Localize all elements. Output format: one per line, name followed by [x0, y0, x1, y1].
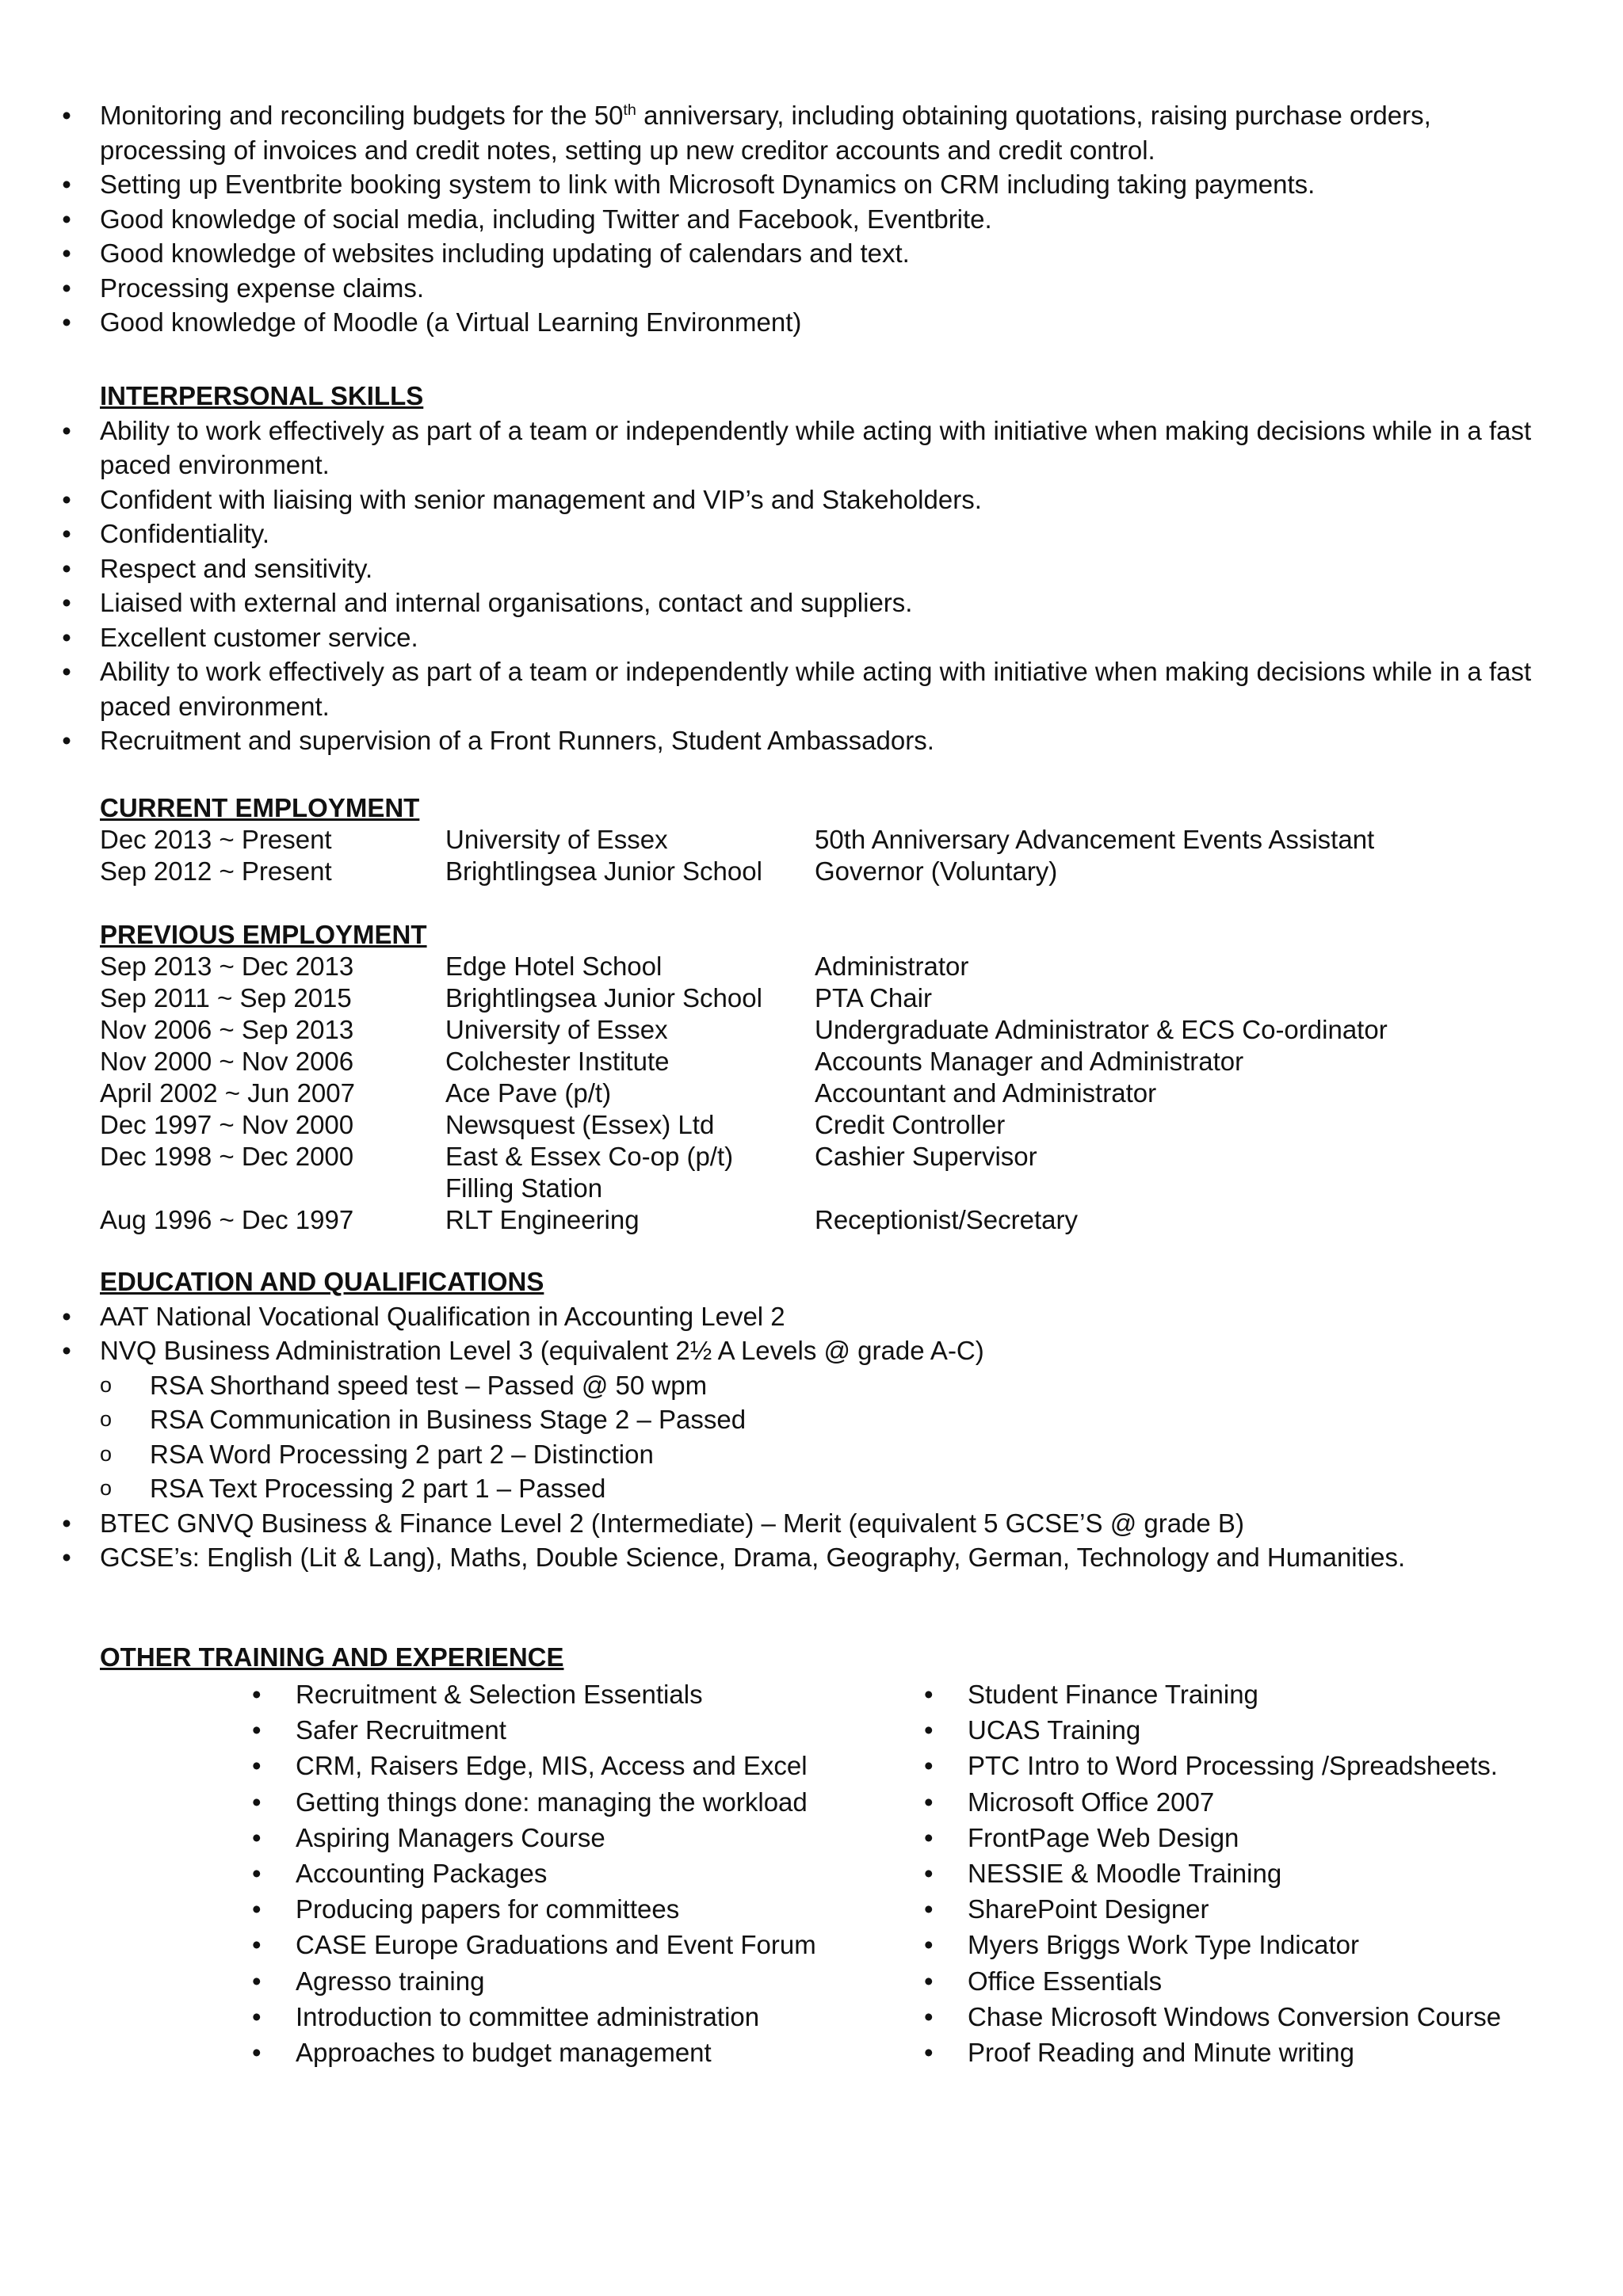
- qualification-sub-text: RSA Text Processing 2 part 1 – Passed: [150, 1474, 606, 1503]
- employment-row: [100, 856, 1536, 887]
- interpersonal-section: [62, 379, 1536, 758]
- employment-dates: April 2002 ~ Jun 2007: [100, 1078, 355, 1108]
- employment-row: [100, 1109, 1536, 1141]
- employment-role: Accounts Manager and Administrator: [815, 1047, 1244, 1076]
- bullet-icon: •: [62, 622, 71, 652]
- training-text: Chase Microsoft Windows Conversion Course: [968, 2001, 1502, 2031]
- education-list-cont: [0, 1506, 1536, 1575]
- training-text: Approaches to budget management: [296, 2037, 712, 2067]
- training-text: Proof Reading and Minute writing: [968, 2037, 1354, 2067]
- list-item: [0, 1506, 1536, 1541]
- bullet-icon: •: [62, 415, 71, 445]
- employment-role: PTA Chair: [815, 983, 932, 1013]
- list-item: [0, 1471, 1536, 1506]
- section-heading: INTERPERSONAL SKILLS: [100, 381, 424, 410]
- circle-bullet-icon: o: [100, 1476, 113, 1500]
- training-text: Recruitment & Selection Essentials: [296, 1680, 703, 1709]
- employment-row: [100, 1141, 1536, 1173]
- training-text: UCAS Training: [968, 1715, 1141, 1745]
- employment-role: Administrator: [815, 952, 969, 981]
- education-section: [62, 1264, 1536, 1575]
- bullet-icon: •: [252, 2001, 262, 2031]
- skill-text: Liaised with external and internal organisations, contact and suppliers.: [100, 588, 913, 617]
- bullet-icon: •: [252, 1930, 262, 1960]
- bullet-icon: •: [924, 1930, 934, 1960]
- training-text: Agresso training: [296, 1966, 485, 1996]
- employment-dates: [100, 1173, 445, 1204]
- section-heading: PREVIOUS EMPLOYMENT: [100, 920, 427, 949]
- intro-bullet-list: [0, 98, 1536, 340]
- training-text: Aspiring Managers Course: [296, 1822, 605, 1852]
- intro-item-text: Monitoring and reconciling budgets for the 50th anniversary, including obtaining quotations, raising purchase orders, processing of invoices and credit notes, setting up new creditor accounts and credit control.: [100, 101, 1431, 165]
- list-item: [0, 551, 1536, 586]
- qualification-sub-text: RSA Word Processing 2 part 2 – Distinction: [150, 1439, 654, 1469]
- qualification-text: AAT National Vocational Qualification in Accounting Level 2: [100, 1301, 785, 1331]
- employment-dates: Sep 2011 ~ Sep 2015: [100, 983, 352, 1013]
- training-text: Accounting Packages: [296, 1858, 548, 1888]
- training-text: Introduction to committee administration: [296, 2001, 760, 2031]
- training-text: CRM, Raisers Edge, MIS, Access and Excel: [296, 1751, 808, 1781]
- employment-role: Accountant and Administrator: [815, 1078, 1157, 1108]
- employment-dates: Aug 1996 ~ Dec 1997: [100, 1205, 354, 1234]
- skill-text: Ability to work effectively as part of a team or independently while acting with initiative when making decisions while in a fast paced environment.: [100, 657, 1532, 721]
- bullet-icon: •: [62, 588, 71, 617]
- training-text: NESSIE & Moodle Training: [968, 1858, 1282, 1888]
- list-item: [0, 1437, 1536, 1472]
- bullet-icon: •: [252, 1822, 262, 1852]
- circle-bullet-icon: o: [100, 1441, 113, 1466]
- list-item: [0, 654, 1536, 723]
- bullet-icon: •: [924, 2037, 934, 2067]
- employment-role: Governor (Voluntary): [815, 856, 1058, 886]
- intro-item-text: Setting up Eventbrite booking system to link with Microsoft Dynamics on CRM including taking payments.: [100, 170, 1316, 199]
- bullet-icon: •: [62, 307, 71, 337]
- bullet-icon: •: [924, 1966, 934, 1996]
- bullet-icon: •: [252, 1894, 262, 1924]
- employment-dates: Sep 2012 ~ Present: [100, 856, 332, 886]
- employment-dates: Nov 2006 ~ Sep 2013: [100, 1015, 354, 1044]
- training-text: Producing papers for committees: [296, 1894, 680, 1924]
- employment-row: [100, 1204, 1536, 1236]
- qualification-sub-text: RSA Communication in Business Stage 2 – Passed: [150, 1405, 747, 1434]
- training-text: FrontPage Web Design: [968, 1822, 1239, 1852]
- list-item: [0, 236, 1536, 271]
- bullet-icon: •: [62, 101, 71, 130]
- bullet-icon: •: [924, 1680, 934, 1709]
- bullet-icon: •: [62, 519, 71, 548]
- list-item: [0, 271, 1536, 306]
- employment-dates: Sep 2013 ~ Dec 2013: [100, 952, 354, 981]
- skill-text: Ability to work effectively as part of a team or independently while acting with initiative when making decisions while in a fast paced environment.: [100, 415, 1532, 479]
- employment-org: RLT Engineering: [445, 1205, 640, 1234]
- intro-item-text: Good knowledge of social media, including Twitter and Facebook, Eventbrite.: [100, 204, 992, 234]
- bullet-icon: •: [924, 1715, 934, 1745]
- intro-item-text: Processing expense claims.: [100, 273, 425, 303]
- employment-row: [100, 1046, 1536, 1077]
- list-item: [0, 585, 1536, 620]
- employment-role: Undergraduate Administrator & ECS Co-ordinator: [815, 1015, 1388, 1044]
- bullet-icon: •: [62, 657, 71, 686]
- interpersonal-list: [0, 414, 1536, 758]
- employment-org: Brightlingsea Junior School: [445, 856, 762, 886]
- training-text: Microsoft Office 2007: [968, 1787, 1215, 1817]
- employment-org: University of Essex: [445, 1015, 668, 1044]
- bullet-icon: •: [62, 238, 71, 268]
- employment-dates: Dec 2013 ~ Present: [100, 825, 332, 854]
- bullet-icon: •: [252, 1858, 262, 1888]
- bullet-icon: •: [62, 1508, 71, 1538]
- list-item: [0, 305, 1536, 340]
- bullet-icon: •: [62, 726, 71, 755]
- bullet-icon: •: [924, 2001, 934, 2031]
- employment-row: [100, 1077, 1536, 1109]
- list-item: [0, 414, 1536, 482]
- employment-row: [100, 824, 1536, 856]
- list-item: [0, 1368, 1536, 1403]
- employment-role: Receptionist/Secretary: [815, 1205, 1078, 1234]
- employment-org: University of Essex: [445, 825, 668, 854]
- circle-bullet-icon: o: [100, 1372, 113, 1397]
- bullet-icon: •: [62, 1543, 71, 1572]
- bullet-icon: •: [62, 553, 71, 583]
- section-heading: CURRENT EMPLOYMENT: [100, 793, 420, 822]
- skill-text: Excellent customer service.: [100, 622, 418, 652]
- employment-role: Credit Controller: [815, 1110, 1006, 1139]
- qualification-text: NVQ Business Administration Level 3 (equivalent 2½ A Levels @ grade A-C): [100, 1336, 984, 1365]
- qualification-sub-text: RSA Shorthand speed test – Passed @ 50 wpm: [150, 1370, 708, 1400]
- employment-role: [815, 1173, 1536, 1204]
- previous-employment-section: [100, 919, 1536, 1236]
- intro-section: [62, 98, 1536, 340]
- employment-dates: Nov 2000 ~ Nov 2006: [100, 1047, 354, 1076]
- circle-bullet-icon: o: [100, 1407, 113, 1431]
- list-item: [0, 167, 1536, 202]
- bullet-icon: •: [924, 1822, 934, 1852]
- employment-role: Cashier Supervisor: [815, 1142, 1037, 1171]
- employment-role: 50th Anniversary Advancement Events Assistant: [815, 825, 1375, 854]
- bullet-icon: •: [924, 1751, 934, 1781]
- employment-row: [100, 982, 1536, 1014]
- skill-text: Recruitment and supervision of a Front Runners, Student Ambassadors.: [100, 726, 934, 755]
- section-heading: OTHER TRAINING AND EXPERIENCE: [100, 1642, 564, 1672]
- other-training-heading-wrap: [100, 1640, 1536, 1675]
- bullet-icon: •: [252, 1787, 262, 1817]
- list-item: [0, 1299, 1536, 1334]
- list-item: [0, 620, 1536, 655]
- training-text: CASE Europe Graduations and Event Forum: [296, 1930, 816, 1960]
- qualification-text: GCSE’s: English (Lit & Lang), Maths, Double Science, Drama, Geography, German, Technology and Humanities.: [100, 1543, 1406, 1572]
- list-item: [0, 723, 1536, 758]
- intro-item-text: Good knowledge of websites including updating of calendars and text.: [100, 238, 910, 268]
- education-sub-list: [0, 1368, 1536, 1506]
- bullet-icon: •: [924, 1894, 934, 1924]
- list-item: [0, 1402, 1536, 1437]
- bullet-icon: •: [252, 2037, 262, 2067]
- bullet-icon: •: [924, 1787, 934, 1817]
- list-item: [0, 482, 1536, 517]
- skill-text: Confident with liaising with senior management and VIP’s and Stakeholders.: [100, 484, 982, 514]
- bullet-icon: •: [62, 1336, 71, 1365]
- intro-item-text: Good knowledge of Moodle (a Virtual Learning Environment): [100, 307, 802, 337]
- employment-org: Colchester Institute: [445, 1047, 670, 1076]
- bullet-icon: •: [62, 170, 71, 199]
- list-item: [0, 1333, 1536, 1368]
- employment-org: Filling Station: [445, 1173, 603, 1203]
- employment-org: Edge Hotel School: [445, 952, 663, 981]
- training-text: PTC Intro to Word Processing /Spreadsheets.: [968, 1751, 1498, 1781]
- employment-dates: Dec 1998 ~ Dec 2000: [100, 1142, 354, 1171]
- employment-row: [100, 1014, 1536, 1046]
- employment-org: Ace Pave (p/t): [445, 1078, 612, 1108]
- employment-org: East & Essex Co-op (p/t): [445, 1142, 734, 1171]
- list-item: [0, 202, 1536, 237]
- bullet-icon: •: [62, 273, 71, 303]
- bullet-icon: •: [252, 1680, 262, 1709]
- list-item: [0, 1540, 1536, 1575]
- training-text: Getting things done: managing the workload: [296, 1787, 808, 1817]
- current-employment-section: [100, 792, 1536, 887]
- bullet-icon: •: [252, 1966, 262, 1996]
- employment-dates: Dec 1997 ~ Nov 2000: [100, 1110, 354, 1139]
- bullet-icon: •: [252, 1751, 262, 1781]
- training-text: Safer Recruitment: [296, 1715, 506, 1745]
- training-text: SharePoint Designer: [968, 1894, 1209, 1924]
- bullet-icon: •: [62, 204, 71, 234]
- bullet-icon: •: [252, 1715, 262, 1745]
- skill-text: Confidentiality.: [100, 519, 270, 548]
- bullet-icon: •: [62, 1301, 71, 1331]
- list-item: [0, 517, 1536, 551]
- bullet-icon: •: [924, 1858, 934, 1888]
- bullet-icon: •: [62, 484, 71, 514]
- list-item: [0, 98, 1536, 167]
- skill-text: Respect and sensitivity.: [100, 553, 373, 583]
- employment-org: Newsquest (Essex) Ltd: [445, 1110, 715, 1139]
- training-text: Student Finance Training: [968, 1680, 1258, 1709]
- qualification-text: BTEC GNVQ Business & Finance Level 2 (Intermediate) – Merit (equivalent 5 GCSE’S @ grade B): [100, 1508, 1244, 1538]
- education-list: [0, 1299, 1536, 1368]
- employment-org: Brightlingsea Junior School: [445, 983, 762, 1013]
- employment-row: [100, 951, 1536, 982]
- employment-row: [100, 1173, 1536, 1204]
- section-heading: EDUCATION AND QUALIFICATIONS: [100, 1267, 544, 1296]
- training-text: Office Essentials: [968, 1966, 1163, 1996]
- training-text: Myers Briggs Work Type Indicator: [968, 1930, 1359, 1960]
